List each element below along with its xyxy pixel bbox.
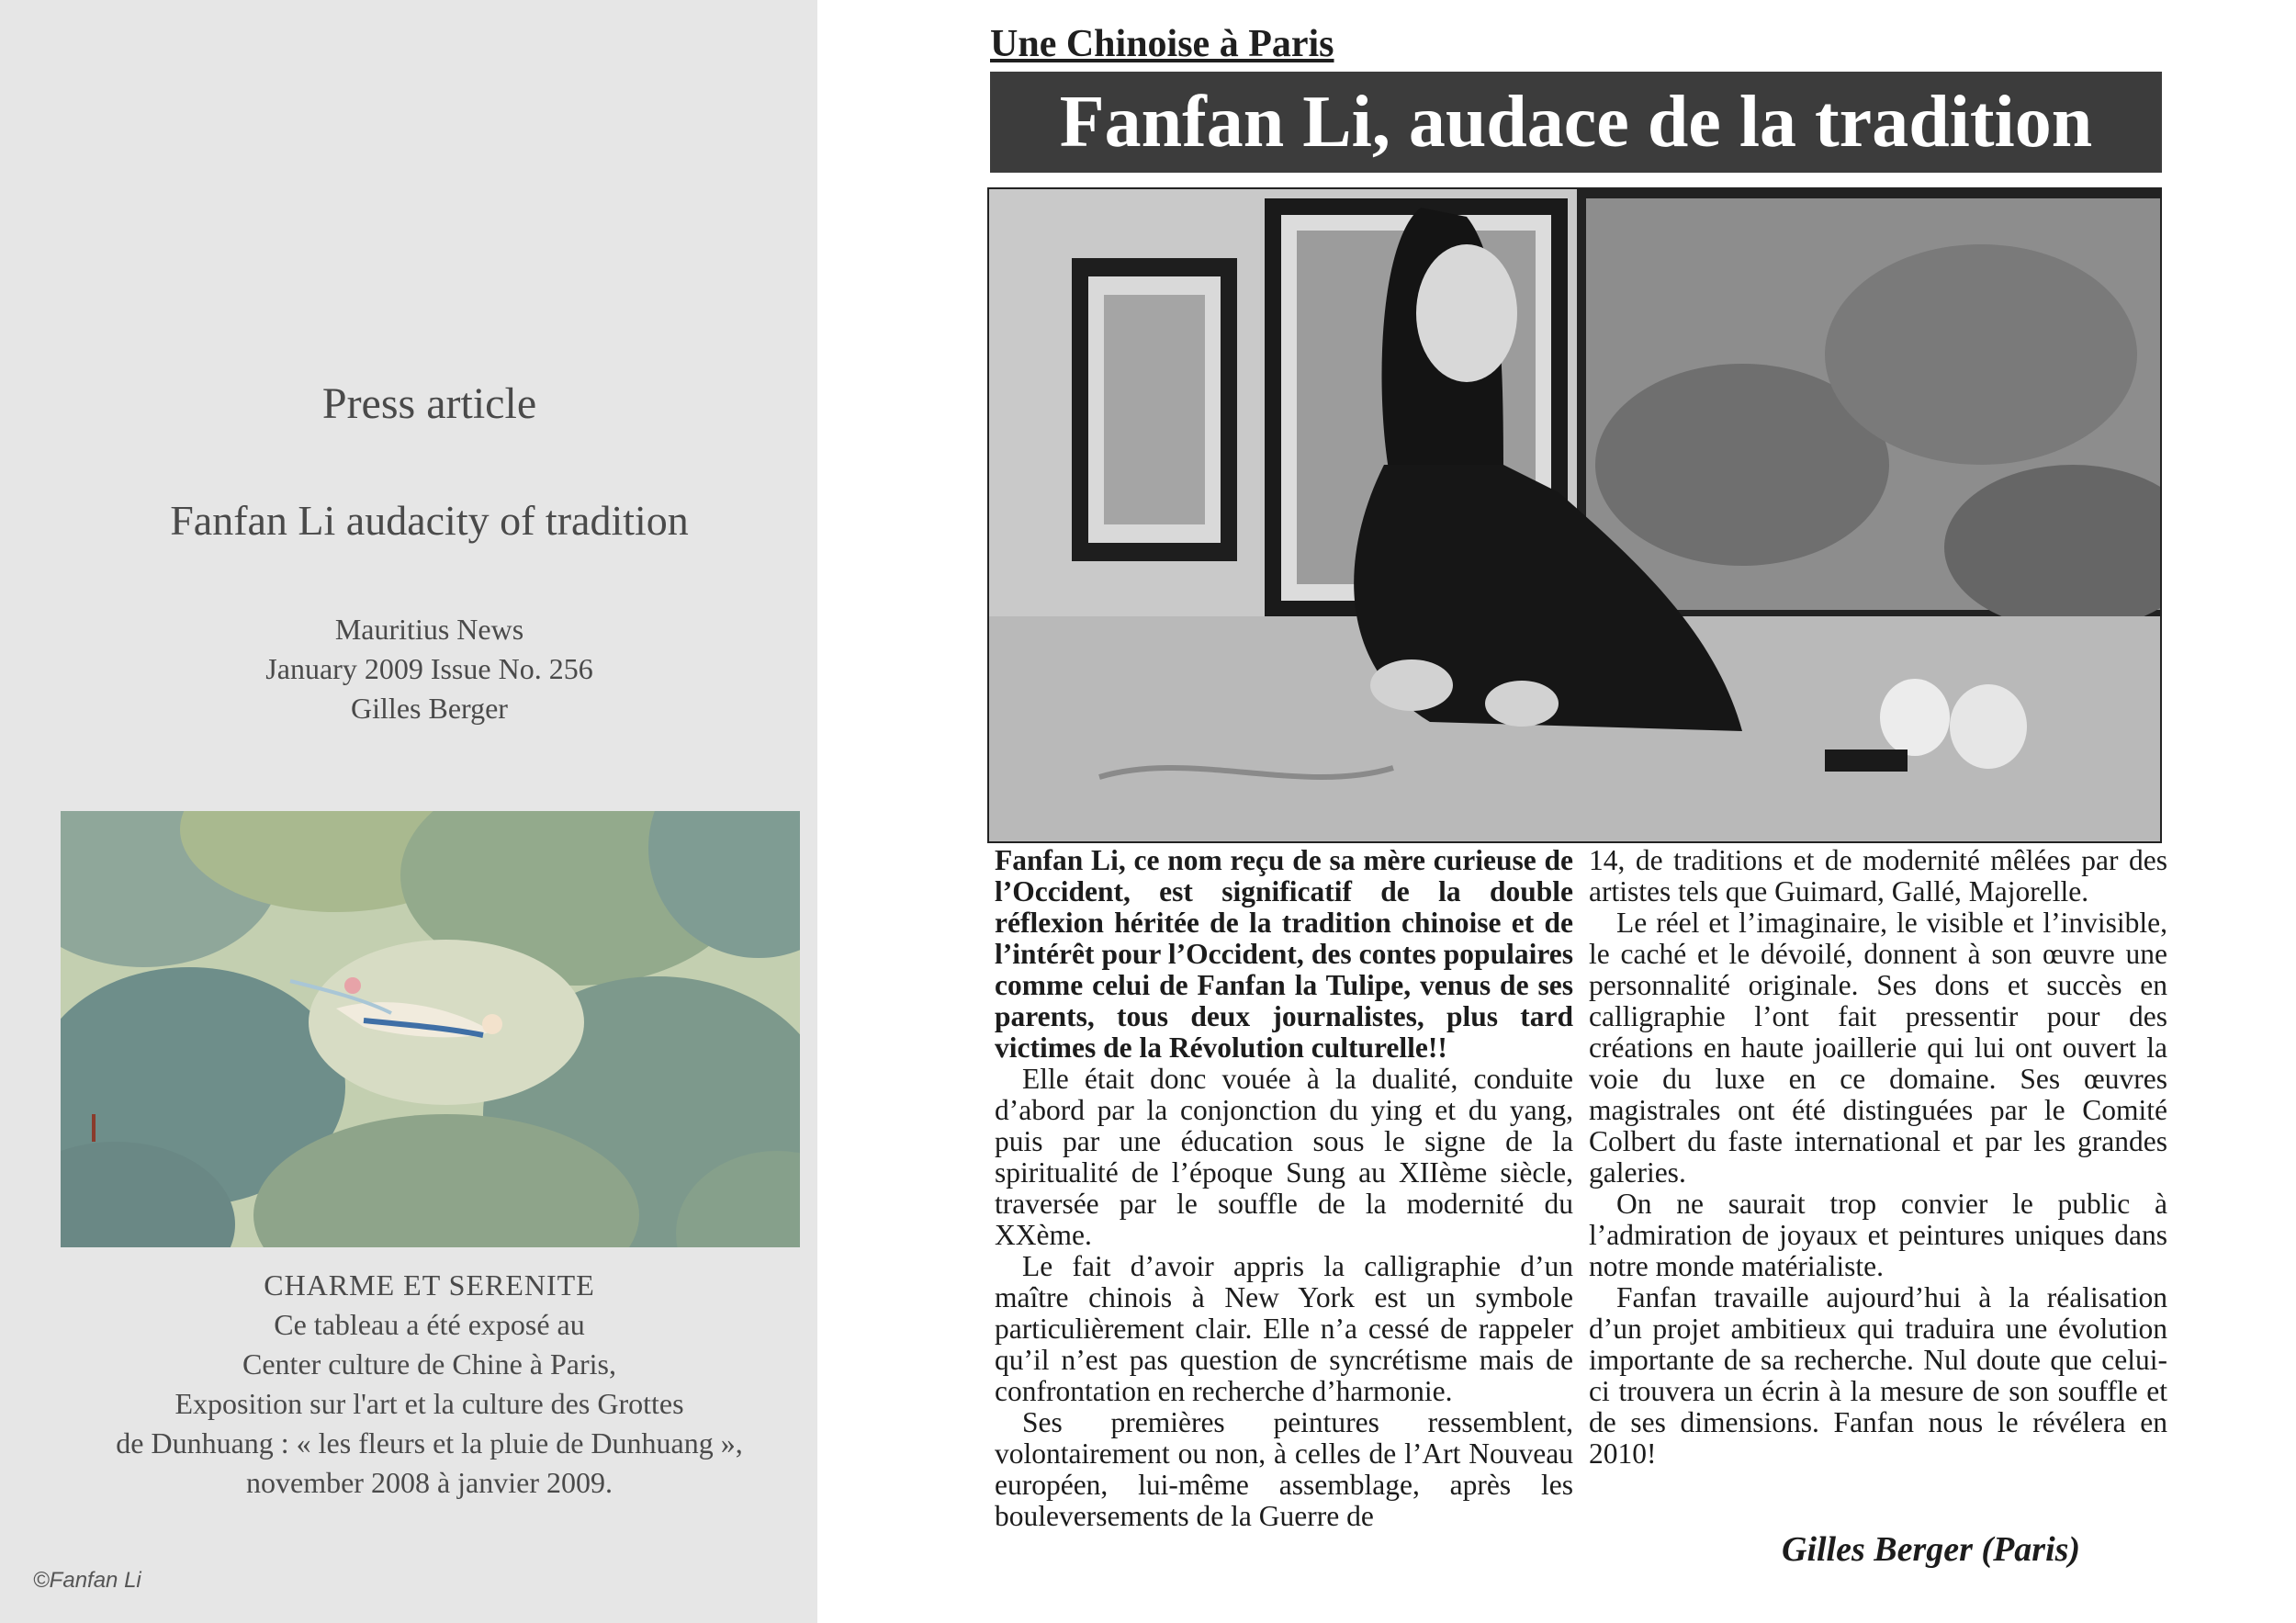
article-paragraph: Fanfan travaille aujourd’hui à la réalisation d’un projet ambitieux qui traduira une évolution importante de sa recherche. Nul doute que celui-ci trouvera un écrin à la mesure de son souffle et de ses dimensions. Fanfan nous le révélera en 2010! — [1589, 1281, 2167, 1470]
article-paragraph: Elle était donc vouée à la dualité, conduite d’abord par la conjonction du ying et du yang, puis par une éducation sous le signe de la spiritualité de l’époque Sung au XIIème siècle, traversée par le souffle de la modernité du XXème. — [995, 1063, 1573, 1251]
artist-photo — [987, 187, 2162, 843]
painting-caption — [55, 1266, 804, 1503]
artist-photo-illustration — [989, 189, 2160, 841]
caption-title: CHARME ET SERENITE — [264, 1268, 595, 1302]
article-paragraph-continued: 14, de traditions et de modernité mêlées par des artistes tels que Guimard, Gallé, Majorelle. — [1589, 844, 2167, 907]
publication-meta — [0, 610, 859, 728]
caption-line: Ce tableau a été exposé au — [274, 1308, 585, 1341]
article-paragraph: Le réel et l’imaginaire, le visible et l’invisible, le caché et le dévoilé, donnent à son œuvre une personnalité originale. Ses dons et succès en calligraphie l’ont fait pressentir pour des créations en haute joaillerie qui lui ont ouvert la voie du luxe en ce domaine. Ses œuvres magistrales ont été distinguées par le Comité Colbert du faste international et par les grandes galeries. — [1589, 907, 2167, 1189]
headline-bar — [990, 72, 2162, 173]
article-paragraph: Ses premières peintures ressemblent, volontairement ou non, à celles de l’Art Nouveau européen, lui-même assemblage, après les bouleversements de la Guerre de — [995, 1406, 1573, 1532]
article-headline: Fanfan Li, audace de la tradition — [1059, 81, 2093, 163]
publication-author: Gilles Berger — [351, 692, 508, 725]
copyright-notice: ©Fanfan Li — [33, 1568, 141, 1593]
article-kicker: Une Chinoise à Paris — [990, 23, 1334, 65]
publication-issue: January 2009 Issue No. 256 — [265, 652, 593, 685]
caption-line: november 2008 à janvier 2009. — [246, 1466, 613, 1499]
info-panel — [0, 0, 817, 1623]
article-subtitle: Fanfan Li audacity of tradition — [170, 497, 689, 544]
article-column-2 — [1589, 845, 2167, 1470]
caption-line: Exposition sur l'art et la culture des Grottes — [174, 1387, 684, 1420]
article-column-1 — [995, 845, 1573, 1532]
caption-line: Center culture de Chine à Paris, — [242, 1347, 616, 1381]
article-paragraph: On ne saurait trop convier le public à l’admiration de joyaux et peintures uniques dans notre monde matérialiste. — [1589, 1188, 2167, 1282]
lotus-painting-illustration — [61, 811, 800, 1247]
article-paragraph: Le fait d’avoir appris la calligraphie d’un maître chinois à New York est un symbole particulièrement clair. Elle n’a cessé de rappeler qu’il n’est pas question de syncrétisme mais de confrontation en recherche d’harmonie. — [995, 1250, 1573, 1407]
caption-line: de Dunhuang : « les fleurs et la pluie de Dunhuang », — [116, 1426, 743, 1460]
lotus-painting-image — [61, 811, 800, 1247]
article-lead: Fanfan Li, ce nom reçu de sa mère curieuse de l’Occident, est significatif de la double réflexion héritée de la tradition chinoise et de l’intérêt pour l’Occident, des contes populaires comme celui de Fanfan la Tulipe, venus de ses parents, tous deux journalistes, plus tard victimes de la Révolution culturelle!! — [995, 844, 1573, 1064]
publication-name: Mauritius News — [334, 613, 524, 646]
article-byline: Gilles Berger (Paris) — [1782, 1530, 2081, 1569]
page-title: Press article — [321, 379, 537, 428]
